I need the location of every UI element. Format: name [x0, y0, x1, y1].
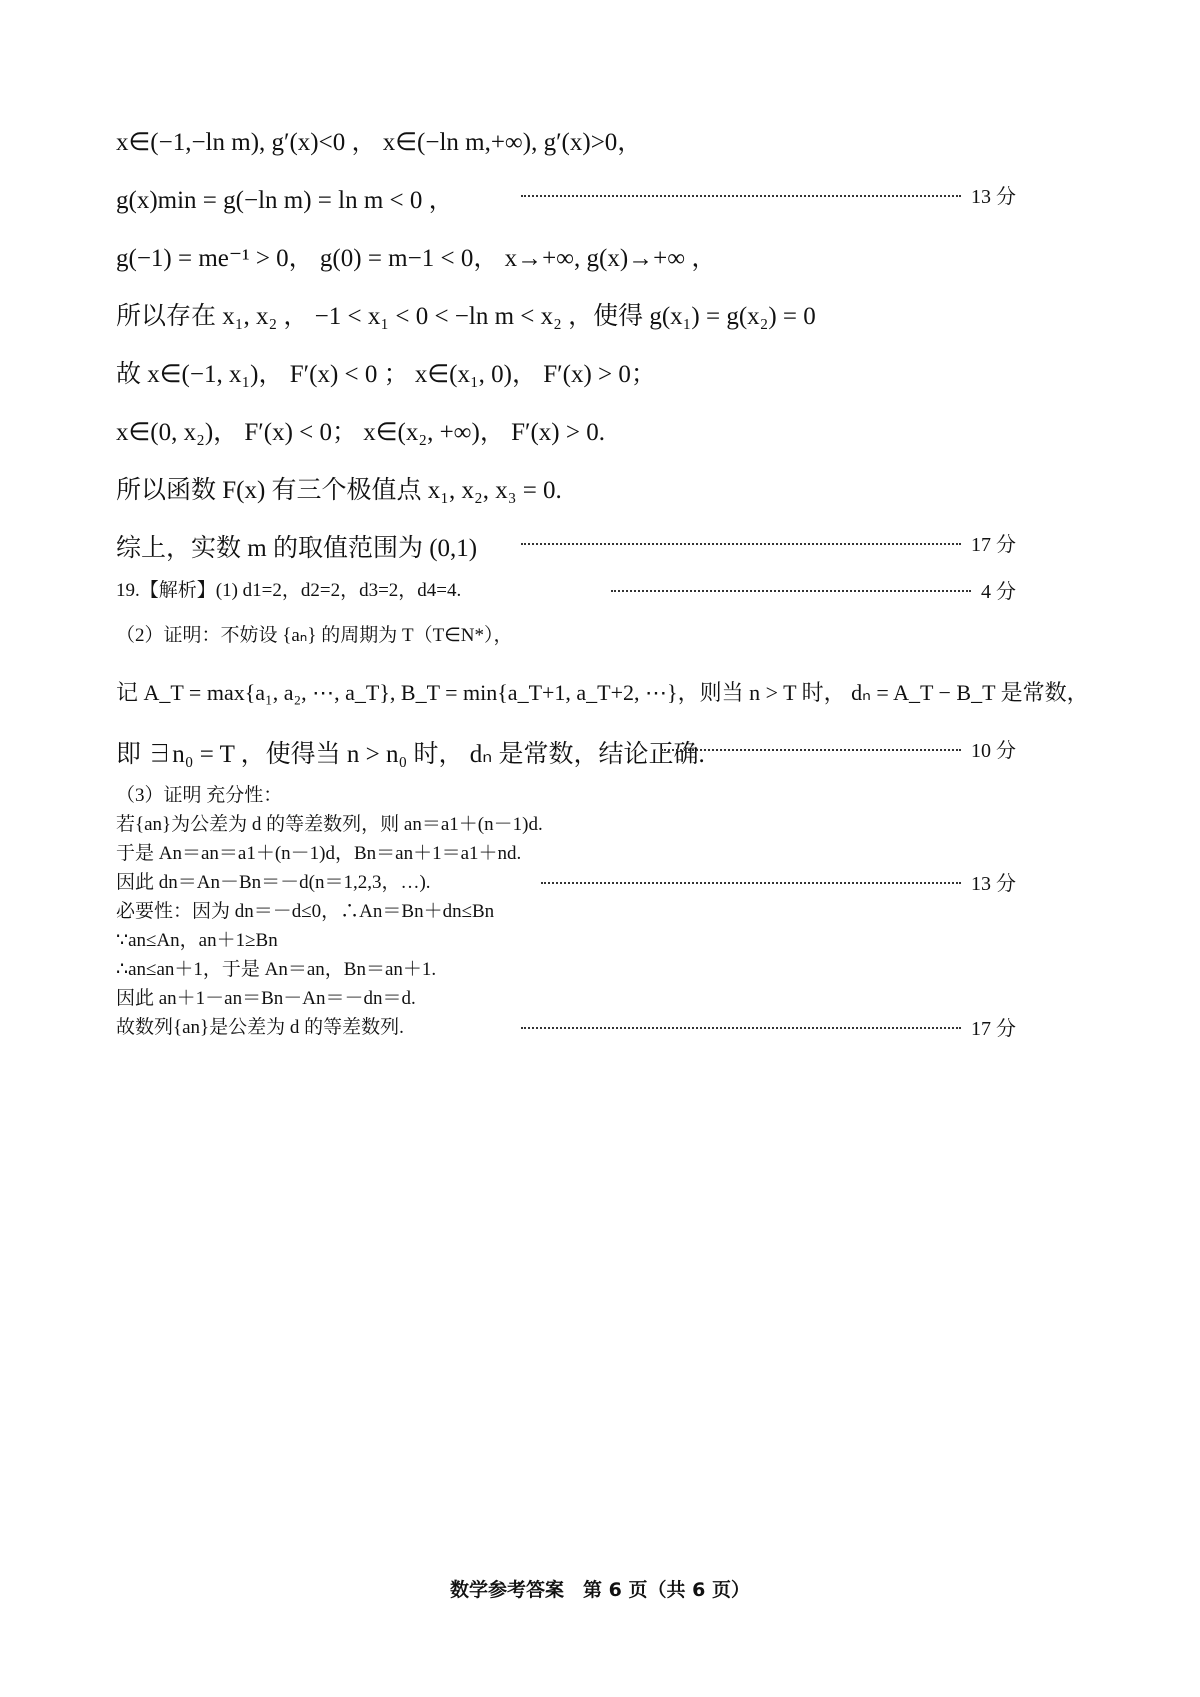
line-8 [116, 528, 1016, 564]
line-14 [116, 809, 1016, 836]
page-footer: 数学参考答案 第 6 页（共 6 页） [450, 1579, 750, 1601]
line-text: 即 ∃n₀ = T ，使得当 n > n₀ 时， dₙ 是常数，结论正确. [116, 741, 705, 768]
score-leader [511, 1012, 1016, 1041]
dot-leader [661, 749, 961, 751]
line-12 [116, 734, 1016, 770]
line-16 [116, 867, 1016, 894]
line-text: g(−1) = me⁻¹ > 0， g(0) = m−1 < 0， x→+∞, g(x)→+∞ ， [116, 245, 717, 272]
score-label: 17 分 [971, 534, 1016, 556]
line-text: 于是 An＝an＝a1＋(n－1)d，Bn＝an＋1＝a1＋nd. [116, 843, 522, 864]
score-label: 17 分 [971, 1018, 1016, 1040]
line-text: 因此 dn＝An－Bn＝－d(n＝1,2,3，…). [116, 872, 431, 893]
score-leader [651, 734, 1016, 763]
line-text: ∴an≤an＋1，于是 An＝an，Bn＝an＋1. [116, 959, 437, 980]
line-19 [116, 954, 1016, 981]
line-15 [116, 838, 1016, 865]
score-leader [531, 867, 1016, 896]
line-text: 综上，实数 m 的取值范围为 (0,1) [116, 535, 478, 562]
line-20 [116, 983, 1016, 1010]
line-text: x∈(−1,−ln m), g′(x)<0 ， x∈(−ln m,+∞), g′(x)>0， [116, 129, 643, 156]
line-13 [116, 780, 1016, 807]
line-2 [116, 180, 1016, 216]
line-text: x∈(0, x₂)， F′(x) < 0； x∈(x₂, +∞)， F′(x) > 0. [116, 419, 605, 446]
score-label: 13 分 [971, 873, 1016, 895]
line-text: 所以函数 F(x) 有三个极值点 x₁, x₂, x₃ = 0. [116, 477, 562, 504]
score-label: 4 分 [981, 581, 1016, 603]
score-leader [511, 180, 1016, 209]
dot-leader [521, 195, 961, 197]
line-text: 19.【解析】(1) d1=2，d2=2，d3=2，d4=4. [116, 580, 462, 601]
line-text: 必要性：因为 dn＝－d≤0，∴An＝Bn＋dn≤Bn [116, 901, 495, 922]
dot-leader [521, 1027, 961, 1029]
score-leader [601, 575, 1016, 604]
score-label: 13 分 [971, 186, 1016, 208]
line-text: 若{an}为公差为 d 的等差数列，则 an＝a1＋(n－1)d. [116, 814, 543, 835]
line-text: 所以存在 x₁, x₂ ， −1 < x₁ < 0 < −ln m < x₂ ，使得 g(x₁) = g(x₂) = 0 [116, 303, 816, 330]
line-7 [116, 470, 1016, 506]
line-21 [116, 1012, 1016, 1039]
line-text: 记 A_T = max{a₁, a₂, ⋯, a_T}, B_T = min{a_T+1, a_T+2, ⋯}，则当 n > T 时， dₙ = A_T − B_T 是常数， [116, 680, 1089, 705]
line-18 [116, 925, 1016, 952]
dot-leader [541, 882, 961, 884]
line-4 [116, 296, 1016, 332]
line-10 [116, 620, 1016, 647]
line-text: （2）证明：不妨设 {aₙ} 的周期为 T（T∈N*）， [116, 625, 513, 646]
line-text: ∵an≤An，an＋1≥Bn [116, 930, 278, 951]
score-leader [511, 528, 1016, 557]
dot-leader [521, 543, 961, 545]
line-text: （3）证明 充分性： [116, 785, 283, 806]
score-label: 10 分 [971, 740, 1016, 762]
line-text: g(x)min = g(−ln m) = ln m < 0 ， [116, 187, 454, 214]
dot-leader [611, 590, 971, 592]
line-9 [116, 575, 1016, 602]
line-text: 因此 an＋1－an＝Bn－An＝－dn＝d. [116, 988, 416, 1009]
line-text: 故 x∈(−1, x₁)， F′(x) < 0 ； x∈(x₁, 0)， F′(x) > 0； [116, 361, 656, 388]
line-text: 故数列{an}是公差为 d 的等差数列. [116, 1017, 404, 1038]
line-6 [116, 412, 1016, 448]
line-5 [116, 354, 1016, 390]
line-17 [116, 896, 1016, 923]
line-1 [116, 122, 1016, 158]
line-11 [116, 676, 1089, 707]
line-3 [116, 238, 1016, 274]
